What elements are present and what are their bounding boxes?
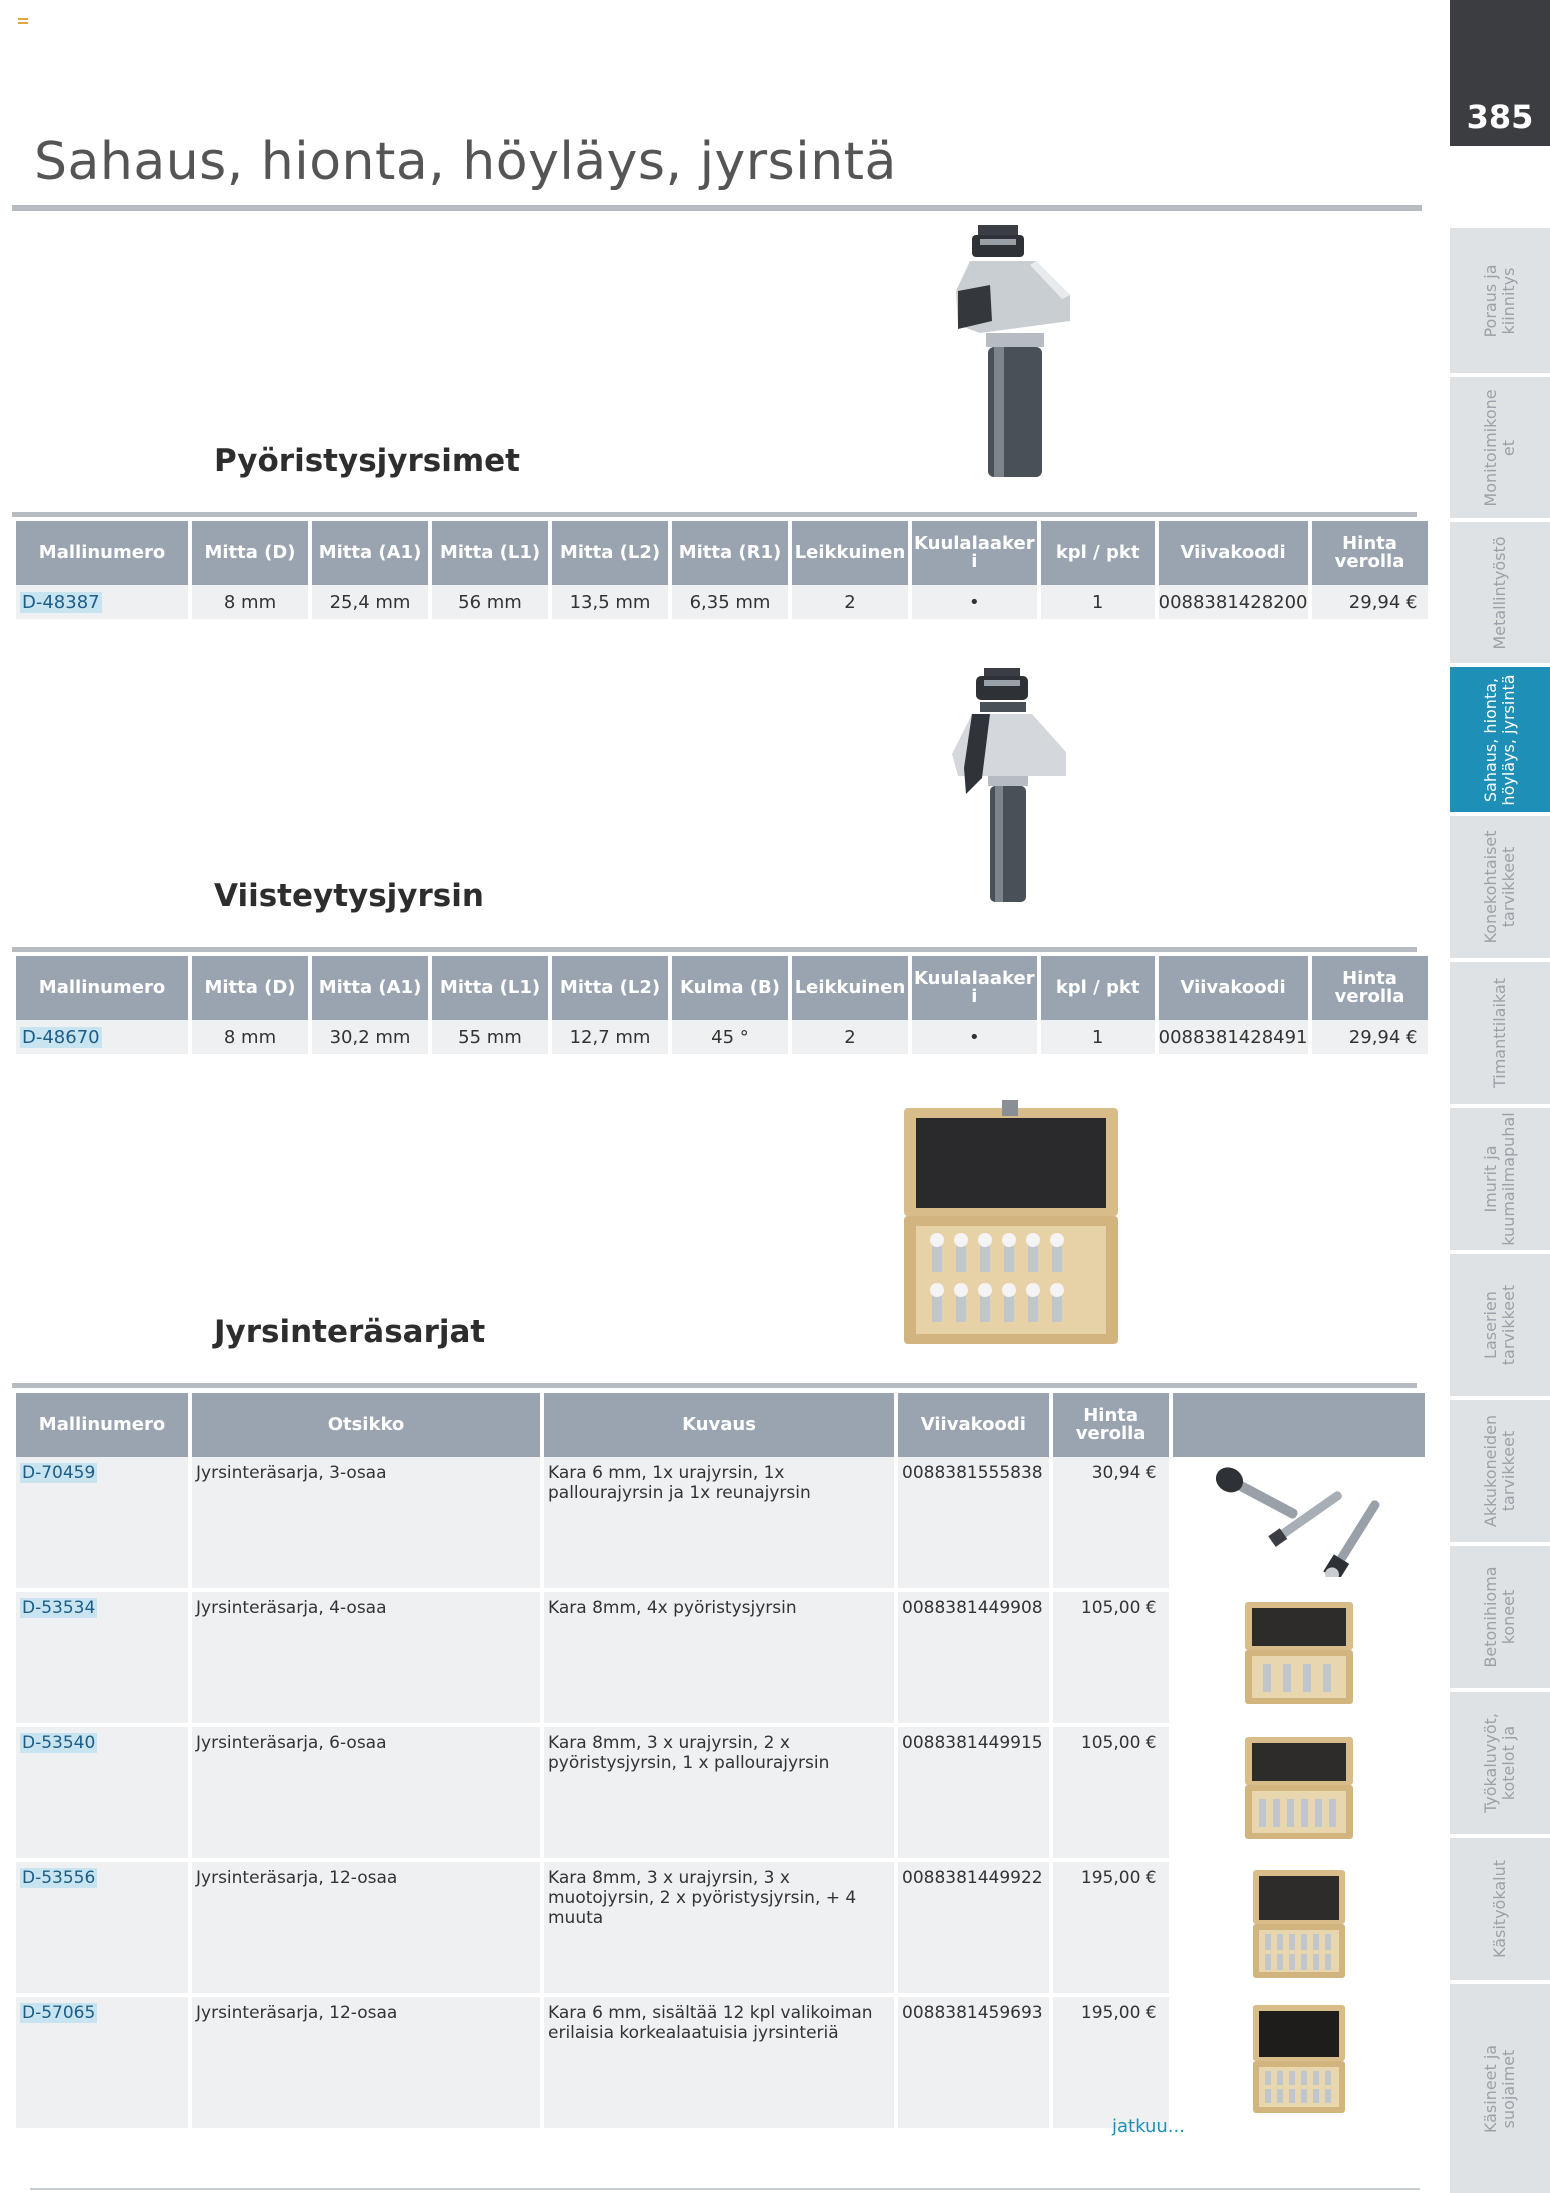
col-header: Viivakoodi xyxy=(1159,521,1308,585)
model-number-cell[interactable] xyxy=(16,1457,188,1588)
table-row xyxy=(16,1457,1425,1588)
spec-table-rounding xyxy=(12,521,1432,619)
description-cell: Kara 8mm, 3 x urajyrsin, 3 x muotojyrsin, 2 x pyöristysjyrsin, + 4 muuta xyxy=(544,1862,894,1993)
model-number-link[interactable]: D-57065 xyxy=(22,2003,96,2023)
table-row xyxy=(16,1020,1428,1054)
price-cell: 195,00 € xyxy=(1053,1862,1169,1993)
barcode-cell: 0088381459693 xyxy=(898,1997,1049,2128)
model-number-link[interactable]: D-53556 xyxy=(22,1868,96,1888)
title-cell: Jyrsinteräsarja, 3-osaa xyxy=(192,1457,540,1588)
model-number-link[interactable]: D-53540 xyxy=(22,1733,96,1753)
continued-link[interactable]: jatkuu... xyxy=(1112,2116,1185,2137)
col-header: Leikkuinen xyxy=(792,956,908,1020)
col-header: Mallinumero xyxy=(16,956,188,1020)
side-tab-metallintyosto[interactable]: Metallintyöstö xyxy=(1450,522,1550,663)
side-tab-sahaus[interactable]: Sahaus, hionta, höyläys, jyrsintä xyxy=(1450,667,1550,812)
col-header: Mitta (D) xyxy=(192,521,308,585)
price-cell: 30,94 € xyxy=(1053,1457,1169,1588)
side-tab-poraus[interactable]: Poraus ja kiinnitys xyxy=(1450,228,1550,373)
product-image-cell xyxy=(1173,1862,1425,1993)
side-tab-laserien[interactable]: Laserien tarvikkeet xyxy=(1450,1254,1550,1396)
model-number-link[interactable]: D-48670 xyxy=(22,1026,100,1048)
table-cell: 2 xyxy=(792,1020,908,1054)
section-title-rounding: Pyöristysjyrsimet xyxy=(214,443,520,479)
section-title-chamfer: Viisteytysjyrsin xyxy=(214,878,484,914)
barcode-cell: 0088381555838 xyxy=(898,1457,1049,1588)
product-image-cell xyxy=(1173,1997,1425,2128)
product-image-cell xyxy=(1173,1727,1425,1858)
model-number-cell[interactable] xyxy=(16,1020,188,1054)
corner-mark xyxy=(18,18,28,28)
col-header: Hinta verolla xyxy=(1312,521,1428,585)
col-header: Mitta (A1) xyxy=(312,521,428,585)
table-cell: 29,94 € xyxy=(1312,585,1428,619)
col-header: Hinta verolla xyxy=(1053,1393,1169,1457)
table-row xyxy=(16,1727,1425,1858)
table-cell: 29,94 € xyxy=(1312,1020,1428,1054)
table-cell: 8 mm xyxy=(192,1020,308,1054)
table-cell: 0088381428491 xyxy=(1159,1020,1308,1054)
col-header: Mitta (L1) xyxy=(432,521,548,585)
col-header: Viivakoodi xyxy=(1159,956,1308,1020)
title-cell: Jyrsinteräsarja, 12-osaa xyxy=(192,1997,540,2128)
wooden-case-image xyxy=(1249,1866,1349,1982)
barcode-cell: 0088381449915 xyxy=(898,1727,1049,1858)
model-number-cell[interactable] xyxy=(16,585,188,619)
model-number-link[interactable]: D-70459 xyxy=(22,1463,96,1483)
col-header: Otsikko xyxy=(192,1393,540,1457)
table-cell: • xyxy=(912,1020,1037,1054)
table-cell: 1 xyxy=(1041,1020,1155,1054)
col-header: Hinta verolla xyxy=(1312,956,1428,1020)
table-cell: 6,35 mm xyxy=(672,585,788,619)
product-image-cell xyxy=(1173,1457,1425,1588)
side-tab-kasityokalut[interactable]: Käsityökalut xyxy=(1450,1838,1550,1980)
model-number-cell[interactable] xyxy=(16,1997,188,2128)
side-tab-tyokaluvyot[interactable]: Työkaluvyöt, kotelot ja xyxy=(1450,1692,1550,1834)
col-header: Mitta (L2) xyxy=(552,521,668,585)
col-header: Mallinumero xyxy=(16,1393,188,1457)
col-header: kpl / pkt xyxy=(1041,521,1155,585)
spec-table-chamfer xyxy=(12,956,1432,1054)
table-cell: 12,7 mm xyxy=(552,1020,668,1054)
model-number-cell[interactable] xyxy=(16,1727,188,1858)
table-cell: 2 xyxy=(792,585,908,619)
col-header: Kuulalaaker i xyxy=(912,956,1037,1020)
table-cell: 56 mm xyxy=(432,585,548,619)
rounding-bit-image xyxy=(950,225,1080,480)
side-tab-imurit[interactable]: Imurit ja kuumailmapuhal xyxy=(1450,1108,1550,1250)
col-header: Mitta (L2) xyxy=(552,956,668,1020)
section-divider xyxy=(12,947,1417,952)
page-number: 385 xyxy=(1450,0,1550,146)
col-header: Leikkuinen xyxy=(792,521,908,585)
side-tab-akkukoneiden[interactable]: Akkukoneiden tarvikkeet xyxy=(1450,1400,1550,1542)
col-header: Mitta (R1) xyxy=(672,521,788,585)
table-cell: 13,5 mm xyxy=(552,585,668,619)
price-cell: 195,00 € xyxy=(1053,1997,1169,2128)
title-cell: Jyrsinteräsarja, 6-osaa xyxy=(192,1727,540,1858)
bottom-divider xyxy=(30,2188,1420,2190)
table-cell: 8 mm xyxy=(192,585,308,619)
table-cell: 55 mm xyxy=(432,1020,548,1054)
side-tab-kasineet[interactable]: Käsineet ja suojaimet xyxy=(1450,1984,1550,2193)
col-header: Kulma (B) xyxy=(672,956,788,1020)
side-tab-betonihioma[interactable]: Betonihioma koneet xyxy=(1450,1546,1550,1688)
wooden-case-image xyxy=(1243,1596,1355,1708)
wooden-case-image xyxy=(1243,1731,1355,1843)
col-header: Mallinumero xyxy=(16,521,188,585)
description-cell: Kara 8mm, 4x pyöristysjyrsin xyxy=(544,1592,894,1723)
price-cell: 105,00 € xyxy=(1053,1727,1169,1858)
side-tab-timanttilaikat[interactable]: Timanttilaikat xyxy=(1450,962,1550,1104)
col-header: Kuulalaaker i xyxy=(912,521,1037,585)
model-number-link[interactable]: D-48387 xyxy=(22,591,100,613)
section-divider xyxy=(12,1383,1417,1388)
table-cell: 1 xyxy=(1041,585,1155,619)
router-bit-set-case-image xyxy=(902,1098,1122,1348)
chamfer-bit-image xyxy=(948,668,1068,904)
table-row xyxy=(16,1997,1425,2128)
section-title-sets: Jyrsinteräsarjat xyxy=(214,1314,486,1350)
title-cell: Jyrsinteräsarja, 12-osaa xyxy=(192,1862,540,1993)
model-number-cell[interactable] xyxy=(16,1592,188,1723)
description-cell: Kara 6 mm, 1x urajyrsin, 1x pallourajyrsin ja 1x reunajyrsin xyxy=(544,1457,894,1588)
page-title: Sahaus, hionta, höyläys, jyrsintä xyxy=(34,132,897,192)
title-cell: Jyrsinteräsarja, 4-osaa xyxy=(192,1592,540,1723)
side-tab-konekohtaiset[interactable]: Konekohtaiset tarvikkeet xyxy=(1450,816,1550,958)
col-header xyxy=(1173,1393,1425,1457)
description-cell: Kara 6 mm, sisältää 12 kpl valikoiman erilaisia korkealaatuisia jyrsinteriä xyxy=(544,1997,894,2128)
col-header: kpl / pkt xyxy=(1041,956,1155,1020)
sets-table xyxy=(12,1393,1429,2128)
price-cell: 105,00 € xyxy=(1053,1592,1169,1723)
barcode-cell: 0088381449908 xyxy=(898,1592,1049,1723)
barcode-cell: 0088381449922 xyxy=(898,1862,1049,1993)
col-header: Viivakoodi xyxy=(898,1393,1049,1457)
wooden-case-image xyxy=(1249,2001,1349,2117)
col-header: Mitta (D) xyxy=(192,956,308,1020)
table-row xyxy=(16,585,1428,619)
table-row xyxy=(16,1862,1425,1993)
model-number-cell[interactable] xyxy=(16,1862,188,1993)
table-cell: 0088381428200 xyxy=(1159,585,1308,619)
table-cell: 30,2 mm xyxy=(312,1020,428,1054)
table-row xyxy=(16,1592,1425,1723)
table-cell: 25,4 mm xyxy=(312,585,428,619)
table-cell: 45 ° xyxy=(672,1020,788,1054)
side-tab-monitoimikoneet[interactable]: Monitoimikone et xyxy=(1450,377,1550,518)
model-number-link[interactable]: D-53534 xyxy=(22,1598,96,1618)
table-cell: • xyxy=(912,585,1037,619)
description-cell: Kara 8mm, 3 x urajyrsin, 2 x pyöristysjyrsin, 1 x pallourajyrsin xyxy=(544,1727,894,1858)
section-divider xyxy=(12,512,1417,517)
product-image-cell xyxy=(1173,1592,1425,1723)
title-divider xyxy=(12,205,1422,211)
col-header: Mitta (A1) xyxy=(312,956,428,1020)
col-header: Mitta (L1) xyxy=(432,956,548,1020)
loose-bits-image xyxy=(1214,1461,1384,1577)
col-header: Kuvaus xyxy=(544,1393,894,1457)
